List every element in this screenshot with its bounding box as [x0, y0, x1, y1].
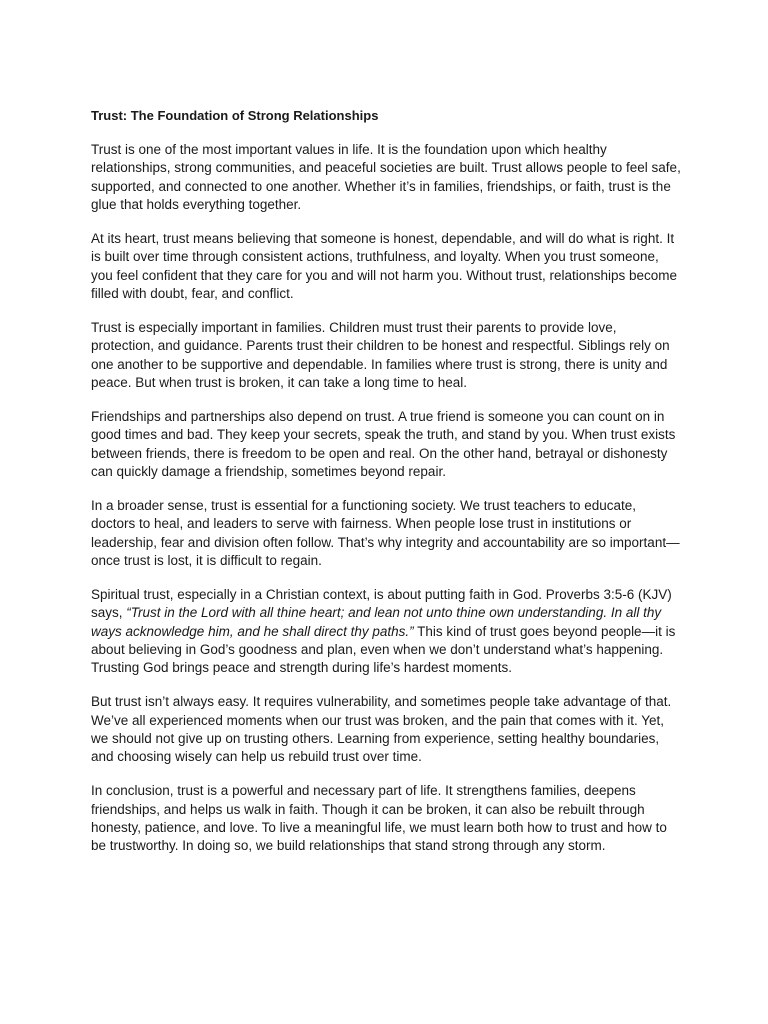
scripture-quote: “Trust in the Lord with all thine heart; and lean not unto thine own understanding. In all thy ways acknowledge him, and he shall direct thy paths.”: [91, 605, 662, 639]
document-page: [91, 107, 681, 871]
paragraph-definition: At its heart, trust means believing that someone is honest, dependable, and will do what is right. It is built over time through consistent actions, truthfulness, and loyalty. When you trust someone, you feel confident that they care for you and will not harm you. Without trust, relationships become filled with doubt, fear, and conflict.: [91, 231, 678, 301]
paragraph-families: Trust is especially important in families. Children must trust their parents to provide love, protection, and guidance. Parents trust their children to be honest and respectful. Siblings rely on one another to be supportive and dependable. In families where trust is strong, there is unity and peace. But when trust is broken, it can take a long time to heal.: [91, 320, 670, 390]
paragraph-conclusion: In conclusion, trust is a powerful and necessary part of life. It strengthens families, deepens friendships, and helps us walk in faith. Though it can be broken, it can also be rebuilt through honesty, patience, and love. To live a meaningful life, we must learn both how to trust and how to be trustworthy. In doing so, we build relationships that stand strong through any storm.: [91, 783, 667, 853]
paragraph-difficulty: But trust isn’t always easy. It requires vulnerability, and sometimes people take advantage of that. We’ve all experienced moments when our trust was broken, and the pain that comes with it. Yet, we should not give up on trusting others. Learning from experience, setting healthy boundaries, and choosing wisely can help us rebuild trust over time.: [91, 694, 672, 764]
paragraph-intro: Trust is one of the most important values in life. It is the foundation upon which healthy relationships, strong communities, and peaceful societies are built. Trust allows people to feel safe, supported, and connected to one another. Whether it’s in families, friendships, or faith, trust is the glue that holds everything together.: [91, 142, 681, 212]
spiritual-text-before: Spiritual trust, especially in a Christian context, is about putting faith in God. Proverbs 3:5-6 (KJV) says,: [91, 587, 672, 621]
paragraph-friendships: Friendships and partnerships also depend on trust. A true friend is someone you can count on in good times and bad. They keep your secrets, speak the truth, and stand by you. When trust exists between friends, there is freedom to be open and real. On the other hand, betrayal or dishonesty can quickly damage a friendship, sometimes beyond repair.: [91, 409, 676, 479]
document-title: Trust: The Foundation of Strong Relationships: [91, 108, 379, 123]
paragraph-spiritual: [91, 586, 681, 677]
paragraph-society: In a broader sense, trust is essential for a functioning society. We trust teachers to educate, doctors to heal, and leaders to serve with fairness. When people lose trust in institutions or leadership, fear and division often follow. That’s why integrity and accountability are so important—once trust is lost, it is difficult to regain.: [91, 498, 680, 568]
spiritual-text-after: This kind of trust goes beyond people—it is about believing in God’s goodness and plan, even when we don’t understand what’s happening. Trusting God brings peace and strength during life’s hardest moments.: [91, 623, 676, 675]
